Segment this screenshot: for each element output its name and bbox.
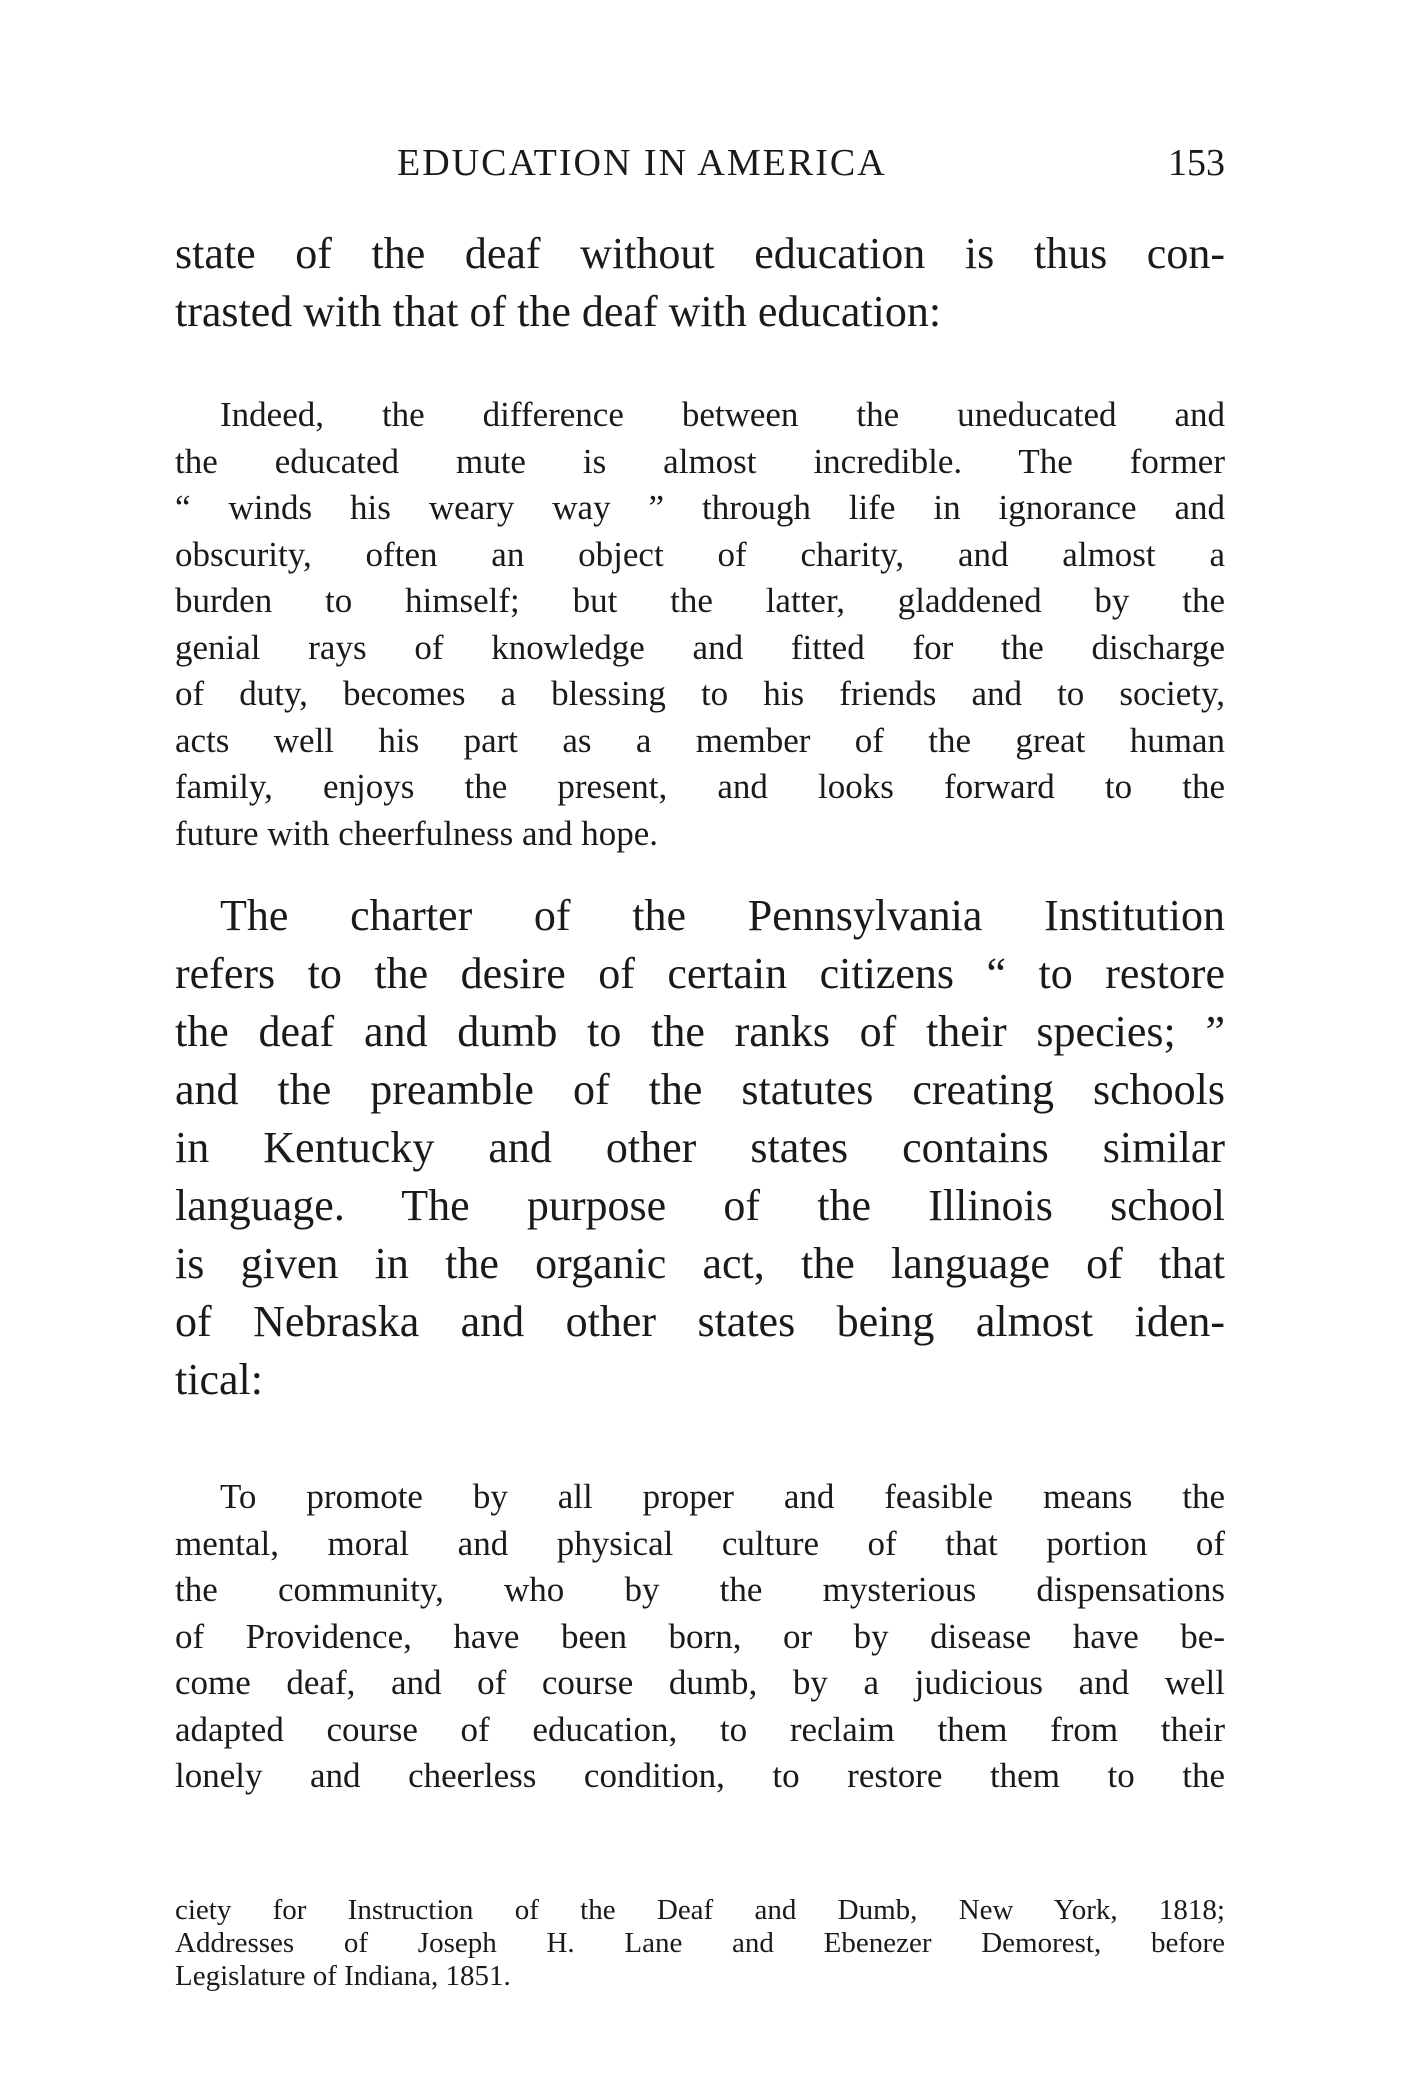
text-line: adapted course of education, to reclaim them from their	[175, 1709, 1225, 1749]
text-line: of Nebraska and other states being almost iden-	[175, 1297, 1225, 1346]
text-line: trasted with that of the deaf with education:	[175, 287, 942, 336]
text-line: future with cheerfulness and hope.	[175, 813, 659, 853]
text-line: and the preamble of the statutes creating schools	[175, 1065, 1225, 1114]
text-line: the educated mute is almost incredible. The former	[175, 441, 1225, 481]
text-line: “ winds his weary way ” through life in ignorance and	[175, 488, 1225, 527]
text-line: To promote by all proper and feasible means the	[220, 1477, 1225, 1516]
text-line: come deaf, and of course dumb, by a judicious and well	[175, 1663, 1225, 1702]
text-line: acts well his part as a member of the great human	[175, 720, 1225, 760]
text-line: language. The purpose of the Illinois school	[175, 1181, 1225, 1230]
text-line: genial rays of knowledge and fitted for the discharge	[175, 627, 1225, 667]
text-line: tical:	[175, 1355, 263, 1404]
text-line: of duty, becomes a blessing to his friends and to society,	[175, 674, 1225, 713]
text-line: refers to the desire of certain citizens “ to restore	[175, 949, 1225, 998]
page-number: 153	[1168, 142, 1225, 184]
text-line: obscurity, often an object of charity, and almost a	[175, 534, 1225, 574]
text-line: is given in the organic act, the language of that	[175, 1239, 1225, 1288]
page-header	[175, 138, 1225, 188]
intro-paragraph	[175, 225, 1225, 341]
text-line: state of the deaf without education is thus con-	[175, 229, 1225, 278]
running-head: EDUCATION IN AMERICA	[397, 142, 887, 184]
text-line: Legislature of Indiana, 1851.	[175, 1960, 511, 1992]
text-line: The charter of the Pennsylvania Institution	[220, 891, 1225, 940]
main-paragraph	[175, 887, 1225, 1409]
footnote	[175, 1894, 1225, 1993]
text-line: mental, moral and physical culture of that portion of	[175, 1523, 1225, 1563]
block-quote-2	[175, 1474, 1225, 1800]
text-line: family, enjoys the present, and looks forward to the	[175, 767, 1225, 806]
text-line: lonely and cheerless condition, to restore them to the	[175, 1756, 1225, 1795]
text-line: the community, who by the mysterious dispensations	[175, 1570, 1225, 1609]
block-quote-1	[175, 392, 1225, 857]
text-line: the deaf and dumb to the ranks of their species; ”	[175, 1007, 1225, 1056]
text-line: burden to himself; but the latter, gladdened by the	[175, 581, 1225, 620]
text-line: ciety for Instruction of the Deaf and Dumb, New York, 1818;	[175, 1894, 1225, 1926]
text-line: of Providence, have been born, or by disease have be-	[175, 1616, 1225, 1656]
text-line: Addresses of Joseph H. Lane and Ebenezer Demorest, before	[175, 1927, 1225, 1959]
text-line: Indeed, the difference between the uneducated and	[220, 395, 1225, 434]
text-line: in Kentucky and other states contains similar	[175, 1123, 1225, 1172]
